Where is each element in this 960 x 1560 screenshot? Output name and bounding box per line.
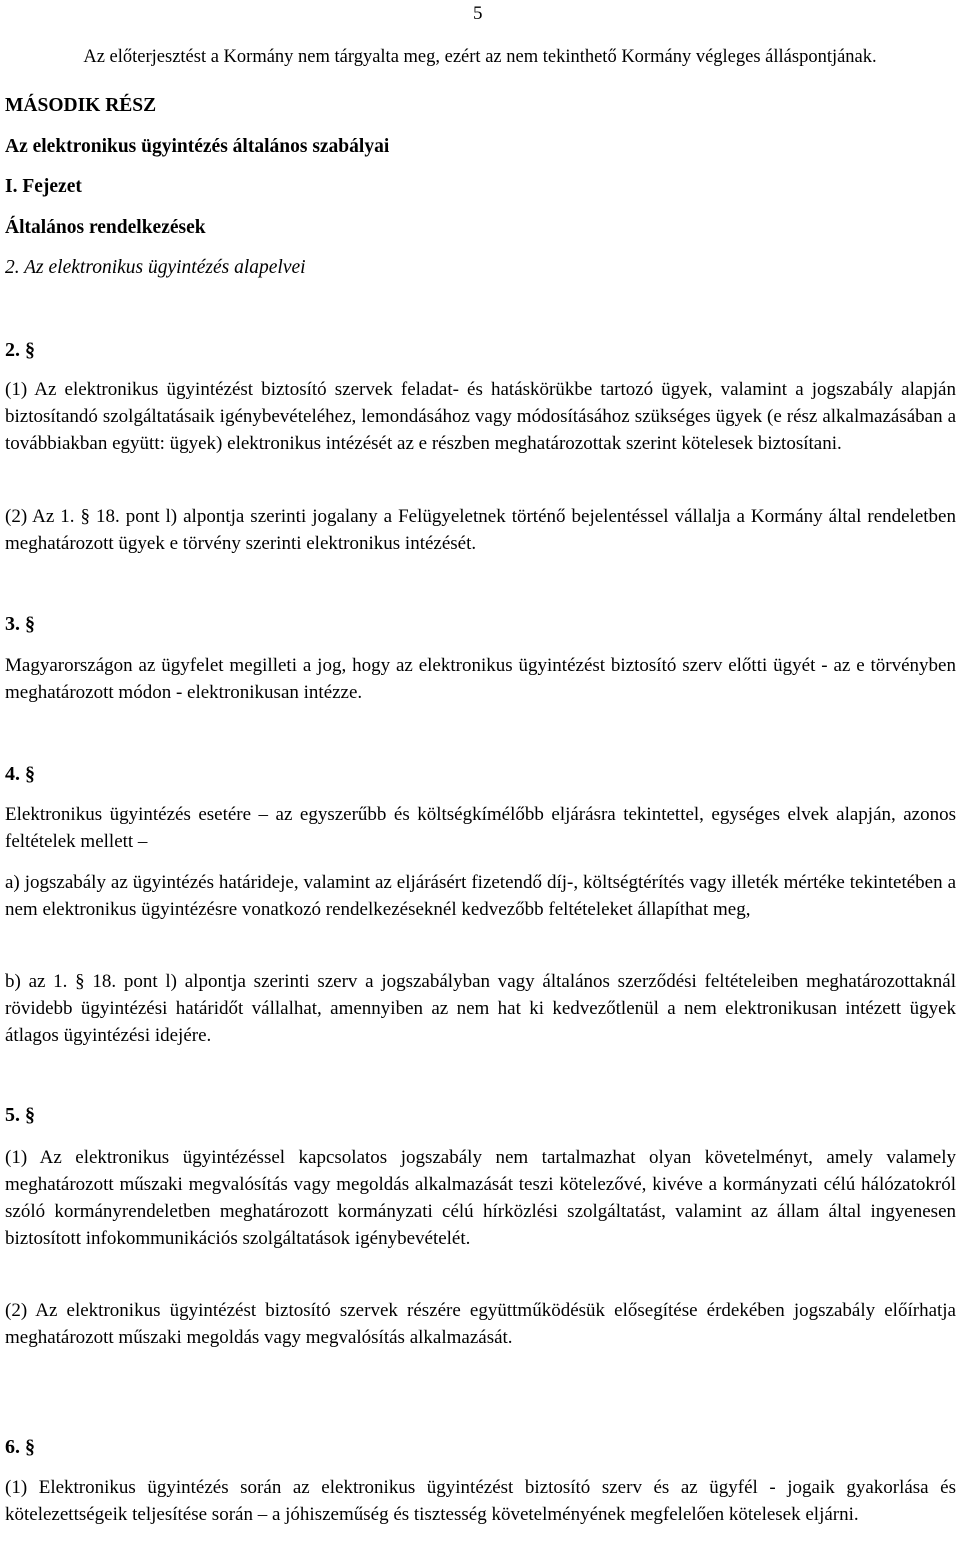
section-5-body xyxy=(5,1144,956,1252)
part-title: MÁSODIK RÉSZ xyxy=(5,95,157,116)
section-4-point-b: b) az 1. § 18. pont l) alpontja szerinti szerv a jogszabályban vagy általános szerződési feltételeiben meghatározottaknál rövidebb ügyintézési határidőt vállalhat, amennyiben az nem hat ki kedvezőtlenül a nem elektronikusan intézett ügyek átlagos ügyintézési idejére. xyxy=(5,971,956,1046)
section-title: 2. Az elektronikus ügyintézés alapelvei xyxy=(5,257,306,278)
section-6-body xyxy=(5,1474,956,1528)
section-4-point-a: a) jogszabály az ügyintézés határideje, valamint az eljárásért fizetendő díj-, költségtérítés vagy illeték mértéke tekintetében a nem elektronikus ügyintézésre vonatkozó rendelkezéseknél kedvezőbb feltételeket állapíthat meg, xyxy=(5,872,956,920)
section-4-intro-block xyxy=(5,801,956,855)
section-3-number: 3. § xyxy=(5,613,35,635)
section-3-body xyxy=(5,652,956,706)
section-3-paragraph-1: Magyarországon az ügyfelet megilleti a jog, hogy az elektronikus ügyintézést biztosító szerv előtti ügyét - az e törvényben meghatározott módon - elektronikusan intézze. xyxy=(5,655,956,703)
section-4-number: 4. § xyxy=(5,763,35,785)
section-4-point-a-block xyxy=(5,869,956,923)
section-2-paragraph-2: (2) Az 1. § 18. pont l) alpontja szerinti jogalany a Felügyeletnek történő bejelentéssel vállalja a Kormány által rendeletben meghatározott ügyek e törvény szerinti elektronikus intézését. xyxy=(5,506,956,554)
section-6-paragraph-1: (1) Elektronikus ügyintézés során az elektronikus ügyintézést biztosító szerv és az ügyfél - jogaik gyakorlása és kötelezettségeik teljesítése során – a jóhiszeműség és tisztesség követelményének megfelelően kötelesek eljárni. xyxy=(5,1477,956,1525)
chapter-title: Általános rendelkezések xyxy=(5,217,206,238)
section-5-paragraph-1: (1) Az elektronikus ügyintézéssel kapcsolatos jogszabály nem tartalmazhat olyan követelményt, amely valamely meghatározott műszaki megvalósítás vagy megoldás alkalmazását teszi kötelezővé, kivéve a kormányzati célú hálózatokról szóló kormányrendeletben meghatározott kormányzati célú hírközlési szolgáltatást, valamint az állam által ingyenesen biztosított infokommunikációs szolgáltatások igénybevételét. xyxy=(5,1147,956,1249)
section-5-body-2 xyxy=(5,1297,956,1351)
section-2-paragraph-1: (1) Az elektronikus ügyintézést biztosító szervek feladat- és hatáskörükbe tartozó ügyek, valamint a jogszabály alapján biztosítandó szolgáltatásaik igénybevételéhez, lemondásához vagy módosításához szükséges ügyek (e rész alkalmazásában a továbbiakban együtt: ügyek) elektronikus intézését az e részben meghatározottak szerint kötelesek biztosítani. xyxy=(5,379,956,454)
chapter-number: I. Fejezet xyxy=(5,176,82,197)
section-4-point-b-block xyxy=(5,968,956,1049)
section-6-number: 6. § xyxy=(5,1436,35,1458)
page-number: 5 xyxy=(473,3,483,24)
section-2-number: 2. § xyxy=(5,339,35,361)
section-2-body-2 xyxy=(5,503,956,557)
draft-disclaimer: Az előterjesztést a Kormány nem tárgyalta meg, ezért az nem tekinthető Kormány végleges álláspontjának. xyxy=(83,47,877,67)
section-5-paragraph-2: (2) Az elektronikus ügyintézést biztosító szervek részére együttműködésük elősegítése érdekében jogszabály előírhatja meghatározott műszaki megoldás vagy megvalósítás alkalmazását. xyxy=(5,1300,956,1348)
section-5-number: 5. § xyxy=(5,1104,35,1126)
part-subtitle: Az elektronikus ügyintézés általános szabályai xyxy=(5,136,390,157)
section-4-intro: Elektronikus ügyintézés esetére – az egyszerűbb és költségkímélőbb eljárásra tekintettel, egységes elvek alapján, azonos feltételek mellett – xyxy=(5,804,956,852)
section-2-body xyxy=(5,376,956,457)
